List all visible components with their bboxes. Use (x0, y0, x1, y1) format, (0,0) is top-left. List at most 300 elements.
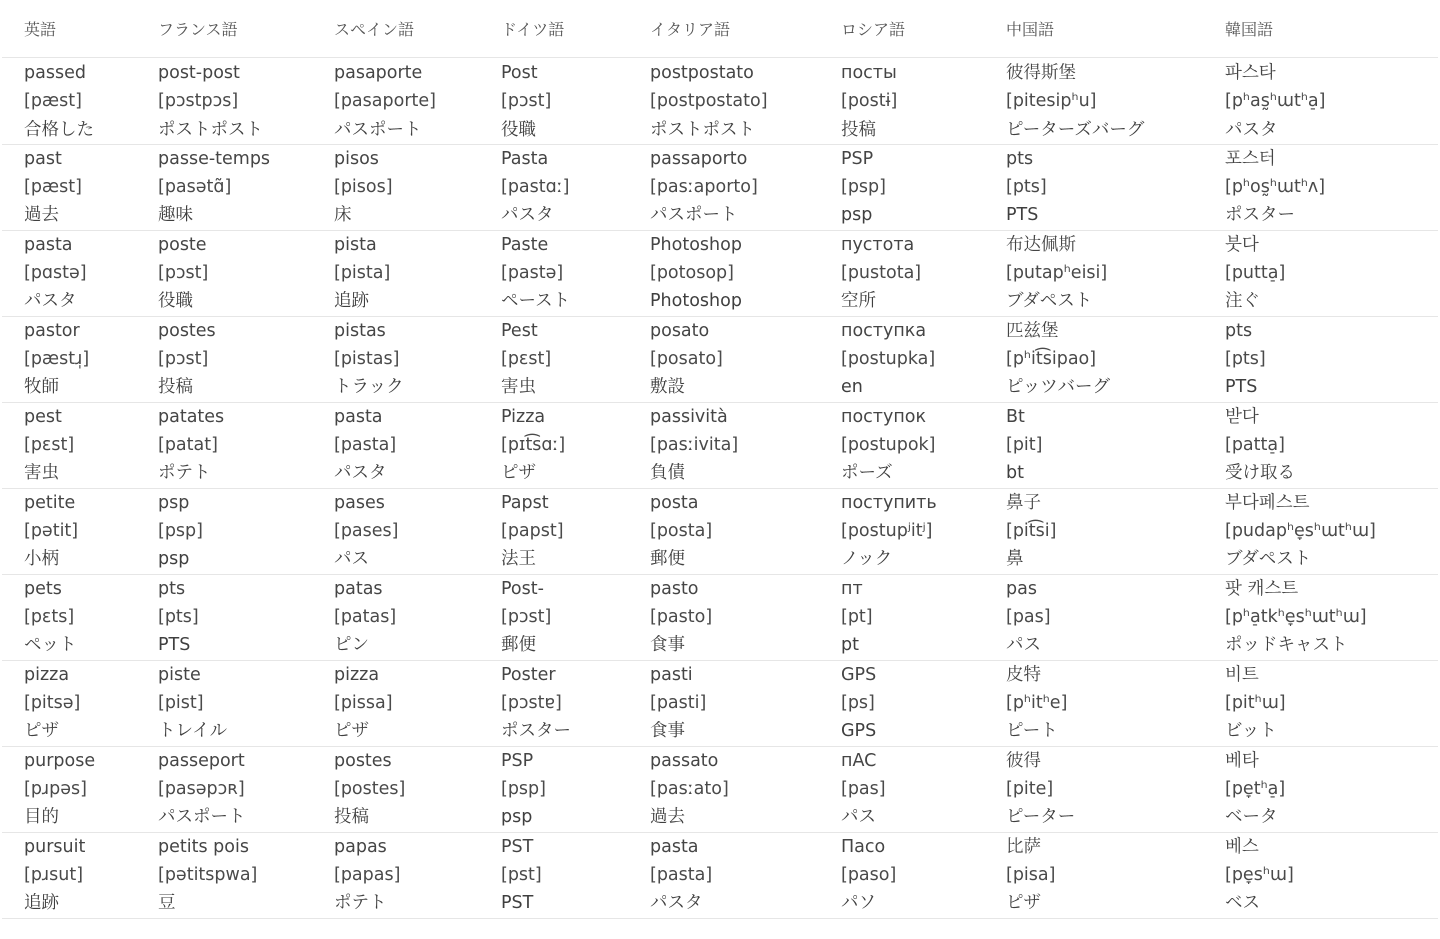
translation-text: 趣味 (158, 205, 193, 226)
pronunciation-text: [posta] (650, 521, 713, 542)
word-text: поступок (841, 406, 927, 427)
translation-text: bt (1006, 463, 1024, 484)
word-text: Poster (501, 664, 556, 685)
table-cell (628, 58, 819, 145)
pronunciation-text: [pissa] (334, 693, 393, 714)
translation-text: パスタ (1225, 119, 1278, 140)
translation-text: PTS (158, 635, 191, 656)
word-text: 匹兹堡 (1006, 320, 1059, 341)
pronunciation-text: [patat] (158, 435, 218, 456)
pronunciation-text: [pite] (1006, 779, 1054, 800)
table-cell (984, 574, 1203, 660)
pronunciation-text: [postpostato] (650, 91, 768, 112)
word-text: 붓다 (1225, 234, 1259, 255)
translation-text: ポスター (1225, 205, 1295, 226)
table-cell (628, 230, 819, 316)
table-cell (479, 144, 628, 230)
translation-text: パスタ (650, 893, 703, 914)
translation-text: psp (158, 549, 190, 570)
translation-text: 注ぐ (1225, 291, 1260, 312)
translation-text: 受け取る (1225, 463, 1295, 484)
translation-text: ポストポスト (650, 119, 755, 140)
translation-text: ピザ (24, 721, 59, 742)
pronunciation-text: [pasto] (650, 607, 713, 628)
word-text: PST (501, 836, 534, 857)
pronunciation-text: [papst] (501, 521, 564, 542)
word-text: пустота (841, 234, 915, 255)
pronunciation-text: [pɹpəs] (24, 779, 88, 800)
table-cell (136, 230, 312, 316)
table-row (2, 832, 1438, 918)
pronunciation-text: [pasta] (334, 435, 397, 456)
translation-text: ポテト (158, 463, 211, 484)
translation-text: 追跡 (24, 893, 59, 914)
word-text: postpostato (650, 63, 754, 83)
pronunciation-text: [papas] (334, 865, 401, 886)
translation-text: 過去 (650, 807, 685, 828)
pronunciation-text: [pɛst] (24, 435, 75, 456)
column-header: スペイン語 (312, 0, 479, 58)
pronunciation-text: [pɛst] (501, 349, 552, 370)
table-cell (312, 660, 479, 746)
translation-text: ピザ (1006, 893, 1041, 914)
word-text: PSP (501, 750, 534, 771)
word-text: passaporto (650, 148, 748, 169)
pronunciation-text: [pətitspwa] (158, 865, 258, 886)
translation-text: ピーター (1006, 807, 1076, 828)
table-cell (628, 574, 819, 660)
translation-text: ブダペスト (1006, 291, 1093, 312)
pronunciation-text: [pt] (841, 607, 873, 628)
word-text: patates (158, 406, 225, 427)
column-header: 中国語 (984, 0, 1203, 58)
pronunciation-text: [postes] (334, 779, 406, 800)
word-text: 布达佩斯 (1006, 234, 1076, 255)
translation-text: ポッドキャスト (1225, 635, 1348, 656)
pronunciation-text: [pitesipʰu] (1006, 91, 1097, 112)
table-cell (312, 402, 479, 488)
word-text: пAC (841, 750, 877, 771)
header-row (2, 0, 1438, 58)
table-cell (136, 316, 312, 402)
translation-text: 空所 (841, 291, 876, 312)
pronunciation-text: [pɛts] (24, 607, 75, 628)
table-cell (136, 58, 312, 145)
pronunciation-text: [putapʰeisi] (1006, 263, 1108, 284)
pronunciation-text: [pɔst] (501, 607, 552, 628)
pronunciation-text: [pasːaporto] (650, 177, 758, 198)
translation-text: 役職 (158, 291, 193, 312)
word-text: Pest (501, 320, 538, 341)
table-cell (312, 230, 479, 316)
table-cell (1203, 144, 1438, 230)
table-cell (819, 230, 984, 316)
word-text: pizza (24, 664, 70, 685)
word-text: poste (158, 234, 207, 255)
word-text: Paste (501, 234, 549, 255)
translation-text: ブダペスト (1225, 549, 1312, 570)
translation-text: ベータ (1225, 807, 1278, 828)
word-text: pasti (650, 664, 693, 685)
table-cell (1203, 832, 1438, 918)
translation-text: 害虫 (24, 463, 59, 484)
word-text: 베타 (1225, 750, 1259, 771)
table-cell (984, 144, 1203, 230)
pronunciation-text: [pitsə] (24, 693, 81, 714)
pronunciation-text: [pst] (501, 865, 542, 886)
word-text: pas (1006, 578, 1037, 599)
pronunciation-text: [pasətɑ̃] (158, 177, 232, 198)
word-text: postes (158, 320, 216, 341)
table-cell (984, 660, 1203, 746)
table-header (2, 0, 1438, 58)
translation-text: psp (501, 807, 533, 828)
word-text: 비트 (1225, 664, 1259, 685)
word-text: pistas (334, 320, 386, 341)
table-cell (819, 660, 984, 746)
word-text: psp (158, 492, 190, 513)
table-cell (1203, 746, 1438, 832)
word-text: 받다 (1225, 406, 1259, 427)
pronunciation-text: [pɔstɐ] (501, 693, 562, 714)
table-cell (628, 316, 819, 402)
pronunciation-text: [pʰit͡sipao] (1006, 349, 1097, 370)
word-text: Papst (501, 492, 549, 513)
word-text: papas (334, 836, 387, 857)
table-cell (2, 402, 136, 488)
word-text: passe-temps (158, 148, 271, 169)
table-cell (2, 832, 136, 918)
pronunciation-text: [pɔst] (501, 91, 552, 112)
column-header: ドイツ語 (479, 0, 628, 58)
word-text: Post- (501, 578, 544, 599)
translation-text: 負債 (650, 463, 685, 484)
table-cell (312, 58, 479, 145)
pronunciation-text: [pe̞tʰa̠] (1225, 779, 1286, 800)
pronunciation-text: [pts] (1225, 349, 1266, 370)
table-cell (628, 746, 819, 832)
pronunciation-text: [pətit] (24, 521, 79, 542)
pronunciation-text: [postupʲitʲ] (841, 521, 933, 542)
table-row (2, 144, 1438, 230)
word-text: 比萨 (1006, 836, 1041, 857)
table-row (2, 316, 1438, 402)
pronunciation-text: [pasːato] (650, 779, 729, 800)
translation-text: 目的 (24, 807, 59, 828)
translation-text: 害虫 (501, 377, 536, 398)
table-cell (984, 58, 1203, 145)
pronunciation-text: [pist] (158, 693, 204, 714)
table-cell (136, 746, 312, 832)
translation-text: パソ (841, 893, 876, 914)
translation-text: パスタ (501, 205, 554, 226)
word-text: 팟 캐스트 (1225, 578, 1299, 599)
pronunciation-text: [pɔstpɔs] (158, 91, 239, 112)
translation-text: psp (841, 205, 873, 226)
table-cell (819, 58, 984, 145)
pronunciation-text: [pɹsut] (24, 865, 84, 886)
column-header: ロシア語 (819, 0, 984, 58)
table-cell (136, 832, 312, 918)
pronunciation-text: [psp] (841, 177, 886, 198)
word-text: passato (650, 750, 719, 771)
translation-text: 床 (334, 205, 352, 226)
table-cell (479, 746, 628, 832)
word-text: passed (24, 63, 86, 83)
column-header: イタリア語 (628, 0, 819, 58)
word-text: piste (158, 664, 201, 685)
table-cell (2, 660, 136, 746)
word-text: passeport (158, 750, 245, 771)
table-cell (2, 316, 136, 402)
translation-text: ピザ (501, 463, 536, 484)
word-text: pisos (334, 148, 379, 169)
table-cell (479, 316, 628, 402)
table-cell (2, 144, 136, 230)
pronunciation-text: [pʰitʰe] (1006, 693, 1068, 714)
word-text: pases (334, 492, 385, 513)
table-cell (819, 144, 984, 230)
pronunciation-text: [pæstɹ̩] (24, 349, 90, 370)
table-cell (479, 488, 628, 574)
translation-text: GPS (841, 721, 877, 742)
translation-text: 豆 (158, 893, 176, 914)
word-text: поступка (841, 320, 927, 341)
pronunciation-text: [pasəpɔʀ] (158, 779, 245, 800)
pronunciation-text: [ps] (841, 693, 875, 714)
table-cell (2, 488, 136, 574)
table-row (2, 488, 1438, 574)
table-cell (984, 402, 1203, 488)
table-cell (136, 574, 312, 660)
word-text: past (24, 148, 62, 169)
table-cell (628, 832, 819, 918)
translation-text: ノック (841, 549, 893, 570)
table-cell (136, 660, 312, 746)
pronunciation-text: [pasaporte] (334, 91, 436, 112)
translation-text: ピッツバーグ (1006, 377, 1110, 398)
table-cell (312, 832, 479, 918)
word-text: pts (1225, 320, 1253, 341)
translation-text: en (841, 377, 863, 398)
table-cell (479, 58, 628, 145)
translation-text: ペット (24, 635, 77, 656)
table-cell (1203, 230, 1438, 316)
translation-text: ピザ (334, 721, 369, 742)
word-text: pasto (650, 578, 699, 599)
table-cell (1203, 58, 1438, 145)
word-text: pts (1006, 148, 1034, 169)
column-header: フランス語 (136, 0, 312, 58)
translation-text: ベス (1225, 893, 1260, 914)
translation-text: パス (1006, 635, 1041, 656)
pronunciation-text: [pista] (334, 263, 391, 284)
word-text: passività (650, 406, 728, 427)
pronunciation-text: [pts] (1006, 177, 1047, 198)
table-cell (479, 230, 628, 316)
table-row (2, 746, 1438, 832)
column-header: 英語 (2, 0, 136, 58)
pronunciation-text: [pit] (1006, 435, 1043, 456)
word-text: petite (24, 492, 76, 513)
word-text: 皮特 (1006, 664, 1041, 685)
word-text: pista (334, 234, 377, 255)
table-cell (984, 488, 1203, 574)
word-text: пт (841, 578, 863, 599)
word-text: поступить (841, 492, 937, 513)
translation-text: 役職 (501, 119, 536, 140)
table-cell (312, 144, 479, 230)
translation-text: Photoshop (650, 291, 742, 312)
table-cell (479, 402, 628, 488)
word-text: pts (158, 578, 186, 599)
translation-text: パスポート (650, 205, 738, 226)
table-cell (628, 144, 819, 230)
word-text: purpose (24, 750, 96, 771)
word-text: GPS (841, 664, 877, 685)
table-cell (479, 574, 628, 660)
pronunciation-text: [pastɑː] (501, 177, 570, 198)
table-row (2, 230, 1438, 316)
translation-text: パスタ (334, 463, 387, 484)
table-cell (1203, 488, 1438, 574)
translation-text: ピート (1006, 721, 1058, 742)
pronunciation-text: [pistas] (334, 349, 400, 370)
table-row (2, 58, 1438, 145)
translation-text: PTS (1006, 205, 1039, 226)
table-cell (819, 402, 984, 488)
translation-text: PTS (1225, 377, 1258, 398)
translation-text: ピン (334, 635, 369, 656)
word-text: 파스타 (1225, 63, 1276, 83)
table-cell (312, 746, 479, 832)
pronunciation-text: [potosop] (650, 263, 734, 284)
word-text: pasaporte (334, 63, 423, 83)
translation-text: 食事 (650, 721, 685, 742)
word-text: 베스 (1225, 836, 1259, 857)
table-row (2, 402, 1438, 488)
word-text: pasta (24, 234, 73, 255)
translation-text: パス (841, 807, 876, 828)
pronunciation-text: [pasːivita] (650, 435, 739, 456)
table-cell (819, 488, 984, 574)
table-cell (628, 402, 819, 488)
pronunciation-text: [pudapʰe̞sʰɯtʰɯ] (1225, 521, 1376, 542)
pronunciation-text: [posato] (650, 349, 723, 370)
table-cell (136, 402, 312, 488)
table-cell (984, 832, 1203, 918)
table-cell (628, 660, 819, 746)
word-text: 彼得斯堡 (1006, 63, 1076, 83)
translation-text: 投稿 (841, 119, 876, 140)
table-body (2, 58, 1438, 919)
pronunciation-text: [pæst] (24, 177, 82, 198)
translation-text: PST (501, 893, 534, 914)
translation-text: 郵便 (501, 635, 536, 656)
table-row (2, 660, 1438, 746)
translation-text: 投稿 (334, 807, 369, 828)
pronunciation-text: [psp] (158, 521, 203, 542)
table-cell (1203, 574, 1438, 660)
pronunciation-text: [pisa] (1006, 865, 1056, 886)
pronunciation-text: [pases] (334, 521, 399, 542)
translation-table (2, 0, 1438, 919)
translation-text: ポーズ (841, 463, 893, 484)
translation-text: ビット (1225, 721, 1277, 742)
pronunciation-text: [putta̠] (1225, 263, 1286, 284)
pronunciation-text: [patta̠] (1225, 435, 1285, 456)
word-text: PSP (841, 148, 874, 169)
translation-text: 過去 (24, 205, 59, 226)
translation-text: ペースト (501, 291, 571, 312)
translation-text: トラック (334, 377, 404, 398)
table-cell (1203, 316, 1438, 402)
table-cell (136, 144, 312, 230)
translation-text: 郵便 (650, 549, 685, 570)
translation-text: ポテト (334, 893, 387, 914)
word-text: 포스터 (1225, 148, 1276, 169)
word-text: Photoshop (650, 234, 742, 255)
table-row (2, 574, 1438, 660)
word-text: Post (501, 63, 538, 83)
translation-text: 鼻 (1006, 549, 1024, 570)
word-text: postes (334, 750, 392, 771)
column-header: 韓国語 (1203, 0, 1438, 58)
pronunciation-text: [pɔst] (158, 349, 209, 370)
word-text: posato (650, 320, 710, 341)
word-text: Pizza (501, 406, 546, 427)
word-text: pets (24, 578, 62, 599)
table-cell (984, 316, 1203, 402)
word-text: 鼻子 (1006, 492, 1041, 513)
translation-text: ポスター (501, 721, 571, 742)
table-cell (312, 574, 479, 660)
pronunciation-text: [pe̞sʰɯ] (1225, 865, 1294, 886)
word-text: pizza (334, 664, 380, 685)
table-cell (479, 660, 628, 746)
translation-text: 牧師 (24, 377, 59, 398)
word-text: posta (650, 492, 699, 513)
translation-text: 小柄 (24, 549, 59, 570)
pronunciation-text: [pas] (1006, 607, 1051, 628)
word-text: pasta (650, 836, 699, 857)
word-text: pest (24, 406, 62, 427)
pronunciation-text: [pæst] (24, 91, 82, 112)
pronunciation-text: [pasti] (650, 693, 707, 714)
word-text: 부다페스트 (1225, 492, 1310, 513)
table-cell (312, 316, 479, 402)
translation-text: 敷設 (650, 377, 685, 398)
pronunciation-text: [pʰas̰ʰɯtʰa̠] (1225, 91, 1326, 112)
translation-text: 合格した (24, 119, 94, 140)
table-cell (984, 230, 1203, 316)
pronunciation-text: [postupka] (841, 349, 936, 370)
pronunciation-text: [postupok] (841, 435, 936, 456)
table-cell (819, 832, 984, 918)
table-cell (2, 58, 136, 145)
translation-text: パスタ (24, 291, 77, 312)
translation-text: ピーターズバーグ (1006, 119, 1145, 140)
translation-text: トレイル (158, 721, 228, 742)
table-cell (2, 746, 136, 832)
translation-text: パスポート (158, 807, 246, 828)
word-text: post-post (158, 63, 240, 83)
word-text: pursuit (24, 836, 86, 857)
pronunciation-text: [pasta] (650, 865, 713, 886)
table-cell (628, 488, 819, 574)
word-text: pastor (24, 320, 80, 341)
translation-text: ポストポスト (158, 119, 263, 140)
